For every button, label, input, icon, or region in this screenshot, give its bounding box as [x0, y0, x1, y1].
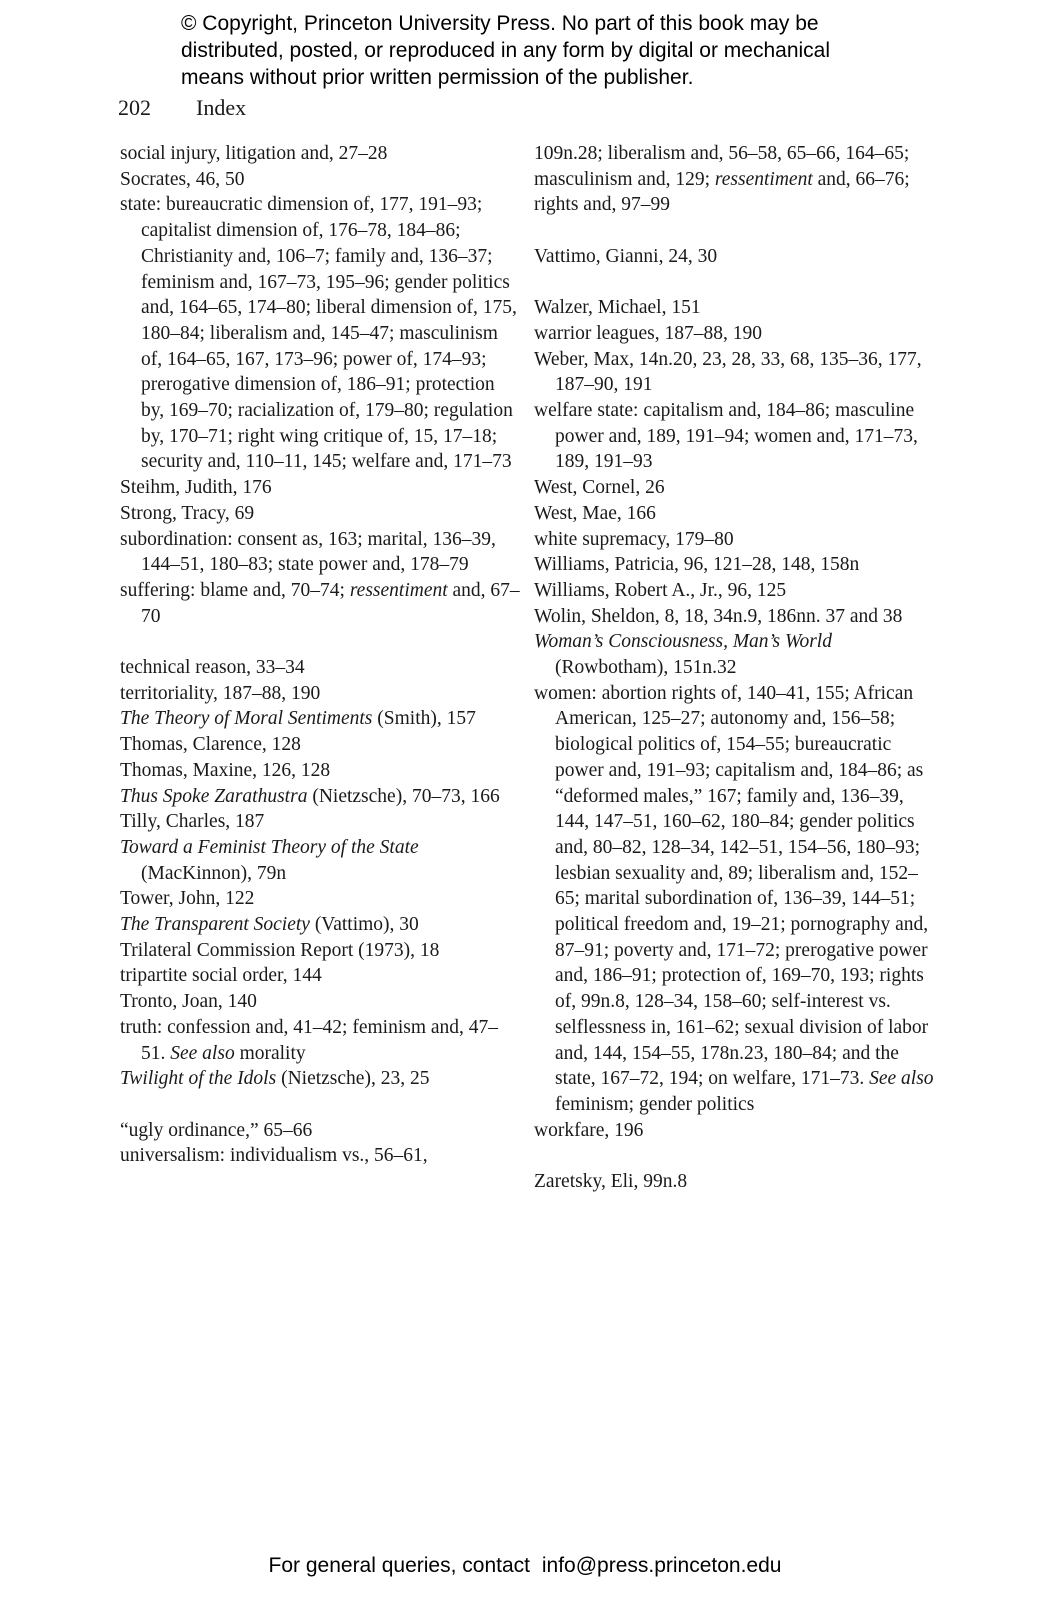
index-entry — [120, 475, 520, 501]
index-entry-text: tripartite social order, 144 — [120, 965, 322, 987]
section-title: Index — [196, 95, 247, 120]
index-entry — [120, 578, 520, 629]
index-entry-italic: ressentiment — [714, 168, 813, 190]
index-entry — [120, 706, 520, 732]
index-entry-text: Vattimo, Gianni, 24, 30 — [534, 245, 718, 267]
letter-gap — [120, 1092, 520, 1118]
index-entry — [120, 1015, 520, 1066]
page-number: 202 — [118, 95, 151, 120]
index-entry-text: state: bureaucratic dimension of, 177, 191–93; capitalist dimension of, 176–78, 184–86; Christianity and, 106–7; family and, 136–37; feminism and, 167–73, 195–96; gender politics and, 164–65, 174–80; liberal dimension of, 175, 180–84; liberalism and, 145–47; masculinism of, 164–65, 167, 173–96; power of, 174–93; prerogative dimension of, 186–91; protection by, 169–70; racialization of, 179–80; regulation by, 170–71; right wing critique of, 15, 17–18; security and, 110–11, 145; welfare and, 171–73 — [120, 194, 517, 473]
index-entry-text: territoriality, 187–88, 190 — [120, 682, 321, 704]
index-entry — [534, 552, 934, 578]
index-entry — [120, 809, 520, 835]
index-entry-text: Thomas, Clarence, 128 — [120, 734, 301, 756]
footer-email-link[interactable]: info@press.princeton.edu — [541, 1554, 782, 1577]
index-entry-text: suffering: blame and, 70–74; — [120, 579, 350, 601]
letter-gap — [534, 1143, 934, 1169]
index-entry — [120, 501, 520, 527]
index-entry — [534, 681, 934, 1118]
index-entry-text: Tower, John, 122 — [120, 888, 255, 910]
running-head — [118, 94, 246, 122]
index-entry — [120, 192, 520, 475]
index-entry-italic: Thus Spoke Zarathustra — [120, 785, 308, 807]
index-entry — [534, 398, 934, 475]
index-entry-text: Thomas, Maxine, 126, 128 — [120, 759, 331, 781]
letter-gap — [534, 270, 934, 296]
index-entry-text: morality — [234, 1042, 306, 1064]
index-entry — [120, 732, 520, 758]
index-entry — [534, 141, 934, 218]
index-entry-text: welfare state: capitalism and, 184–86; masculine power and, 189, 191–94; women and, 171–73, 189, 191–93 — [534, 400, 918, 473]
index-entry-text: “ugly ordinance,” 65–66 — [120, 1119, 313, 1141]
index-entry — [534, 629, 934, 680]
index-entry-text: Walzer, Michael, 151 — [534, 297, 701, 319]
index-entry-text: Wolin, Sheldon, 8, 18, 34n.9, 186nn. 37 and 38 — [534, 605, 903, 627]
index-entry — [534, 347, 934, 398]
index-entry-italic: ressentiment — [349, 579, 448, 601]
index-column-right — [534, 141, 934, 1195]
index-entry-text: Socrates, 46, 50 — [120, 168, 245, 190]
index-entry — [534, 321, 934, 347]
index-entry — [120, 681, 520, 707]
footer-contact — [0, 1554, 1050, 1578]
index-entry — [120, 527, 520, 578]
index-entry — [120, 963, 520, 989]
index-entry — [120, 835, 520, 886]
index-entry-text: Weber, Max, 14n.20, 23, 28, 33, 68, 135–36, 177, 187–90, 191 — [534, 348, 922, 396]
index-entry-italic: Toward a Feminist Theory of the State — [120, 836, 419, 858]
index-entry-italic: See also — [869, 1068, 934, 1090]
index-entry-text: (Vattimo), 30 — [309, 914, 419, 936]
index-entry-text: and, 67–70 — [141, 579, 520, 627]
index-entry-text: Tilly, Charles, 187 — [120, 811, 265, 833]
index-entry-text: and, 66–76; rights and, 97–99 — [534, 168, 910, 216]
index-entry-italic: See also — [170, 1042, 235, 1064]
index-entry-text: subordination: consent as, 163; marital, 136–39, 144–51, 180–83; state power and, 178–79 — [120, 528, 496, 576]
index-entry-text: (MacKinnon), 79n — [141, 862, 287, 884]
index-entry-text: universalism: individualism vs., 56–61, — [120, 1145, 428, 1167]
letter-gap — [534, 218, 934, 244]
index-entry-italic: The Theory of Moral Sentiments — [120, 708, 373, 730]
index-column-left — [120, 141, 520, 1169]
index-entry — [120, 912, 520, 938]
index-entry — [534, 475, 934, 501]
index-entry-text: 109n.28; liberalism and, 56–58, 65–66, 164–65; masculinism and, 129; — [534, 143, 910, 190]
index-entry-text: workfare, 196 — [534, 1119, 644, 1141]
index-entry-italic: The Transparent Society — [120, 914, 310, 936]
index-entry — [120, 886, 520, 912]
index-entry-text: truth: confession and, 41–42; feminism and, 47–51. — [120, 1016, 499, 1064]
index-entry-text: Steihm, Judith, 176 — [120, 477, 272, 499]
index-entry-text: West, Mae, 166 — [534, 502, 656, 524]
index-entry-text: West, Cornel, 26 — [534, 477, 665, 499]
index-entry — [534, 604, 934, 630]
copyright-line-1: © Copyright, Princeton University Press. No part of this book may be — [181, 12, 819, 35]
index-entry-text: warrior leagues, 187–88, 190 — [534, 322, 762, 344]
index-entry — [534, 295, 934, 321]
index-entry-text: feminism; gender politics — [555, 1093, 755, 1115]
index-entry — [534, 244, 934, 270]
index-entry — [120, 989, 520, 1015]
index-entry-text: women: abortion rights of, 140–41, 155; African American, 125–27; autonomy and, 156–58; biological politics of, 154–55; bureaucratic power and, 191–93; capitalism and, 184–86; as “deformed males,” 167; family and, 136–39, 144, 147–51, 160–62, 180–84; gender politics and, 80–82, 128–34, 142–51, 154–56, 180–93; lesbian sexuality and, 89; liberalism and, 152–65; marital subordination of, 136–39, 144–51; political freedom and, 19–21; pornography and, 87–91; poverty and, 171–72; prerogative power and, 186–91; protection of, 169–70, 193; rights of, 99n.8, 128–34, 158–60; self-interest vs. selflessness in, 161–62; sexual division of labor and, 144, 154–55, 178n.23, 180–84; and the state, 167–72, 194; on welfare, 171–73. — [534, 682, 929, 1090]
letter-gap — [120, 629, 520, 655]
index-entry-text: (Smith), 157 — [372, 708, 476, 730]
index-entry — [120, 758, 520, 784]
index-entry — [120, 1143, 520, 1169]
index-entry-text: (Rowbotham), 151n.32 — [555, 657, 737, 679]
index-entry — [534, 1169, 934, 1195]
index-entry — [120, 655, 520, 681]
copyright-line-3: means without prior written permission of the publisher. — [181, 66, 694, 89]
index-entry-text: technical reason, 33–34 — [120, 657, 305, 679]
index-entry — [120, 1066, 520, 1092]
index-entry-text: Williams, Robert A., Jr., 96, 125 — [534, 579, 787, 601]
index-entry-text: Tronto, Joan, 140 — [120, 991, 257, 1013]
copyright-line-2: distributed, posted, or reproduced in any form by digital or mechanical — [181, 39, 831, 62]
index-entry — [120, 167, 520, 193]
index-entry — [120, 1118, 520, 1144]
index-entry — [120, 938, 520, 964]
index-entry-text: Williams, Patricia, 96, 121–28, 148, 158n — [534, 554, 860, 576]
index-entry-text: (Nietzsche), 23, 25 — [276, 1068, 430, 1090]
index-entry — [120, 784, 520, 810]
index-entry-text: (Nietzsche), 70–73, 166 — [307, 785, 500, 807]
index-entry-italic: Woman’s Consciousness, Man’s World — [534, 631, 832, 653]
index-entry-text: Zaretsky, Eli, 99n.8 — [534, 1171, 688, 1193]
index-entry-text: Strong, Tracy, 69 — [120, 502, 255, 524]
index-entry-text: Trilateral Commission Report (1973), 18 — [120, 939, 440, 961]
index-entry-italic: Twilight of the Idols — [120, 1068, 277, 1090]
footer-text: For general queries, contact — [268, 1554, 530, 1577]
index-entry — [534, 578, 934, 604]
index-entry-text: white supremacy, 179–80 — [534, 528, 734, 550]
index-entry — [534, 527, 934, 553]
index-entry — [534, 501, 934, 527]
index-entry-text: social injury, litigation and, 27–28 — [120, 143, 388, 164]
index-entry — [534, 1118, 934, 1144]
copyright-notice — [181, 10, 1001, 91]
index-entry — [120, 141, 520, 167]
